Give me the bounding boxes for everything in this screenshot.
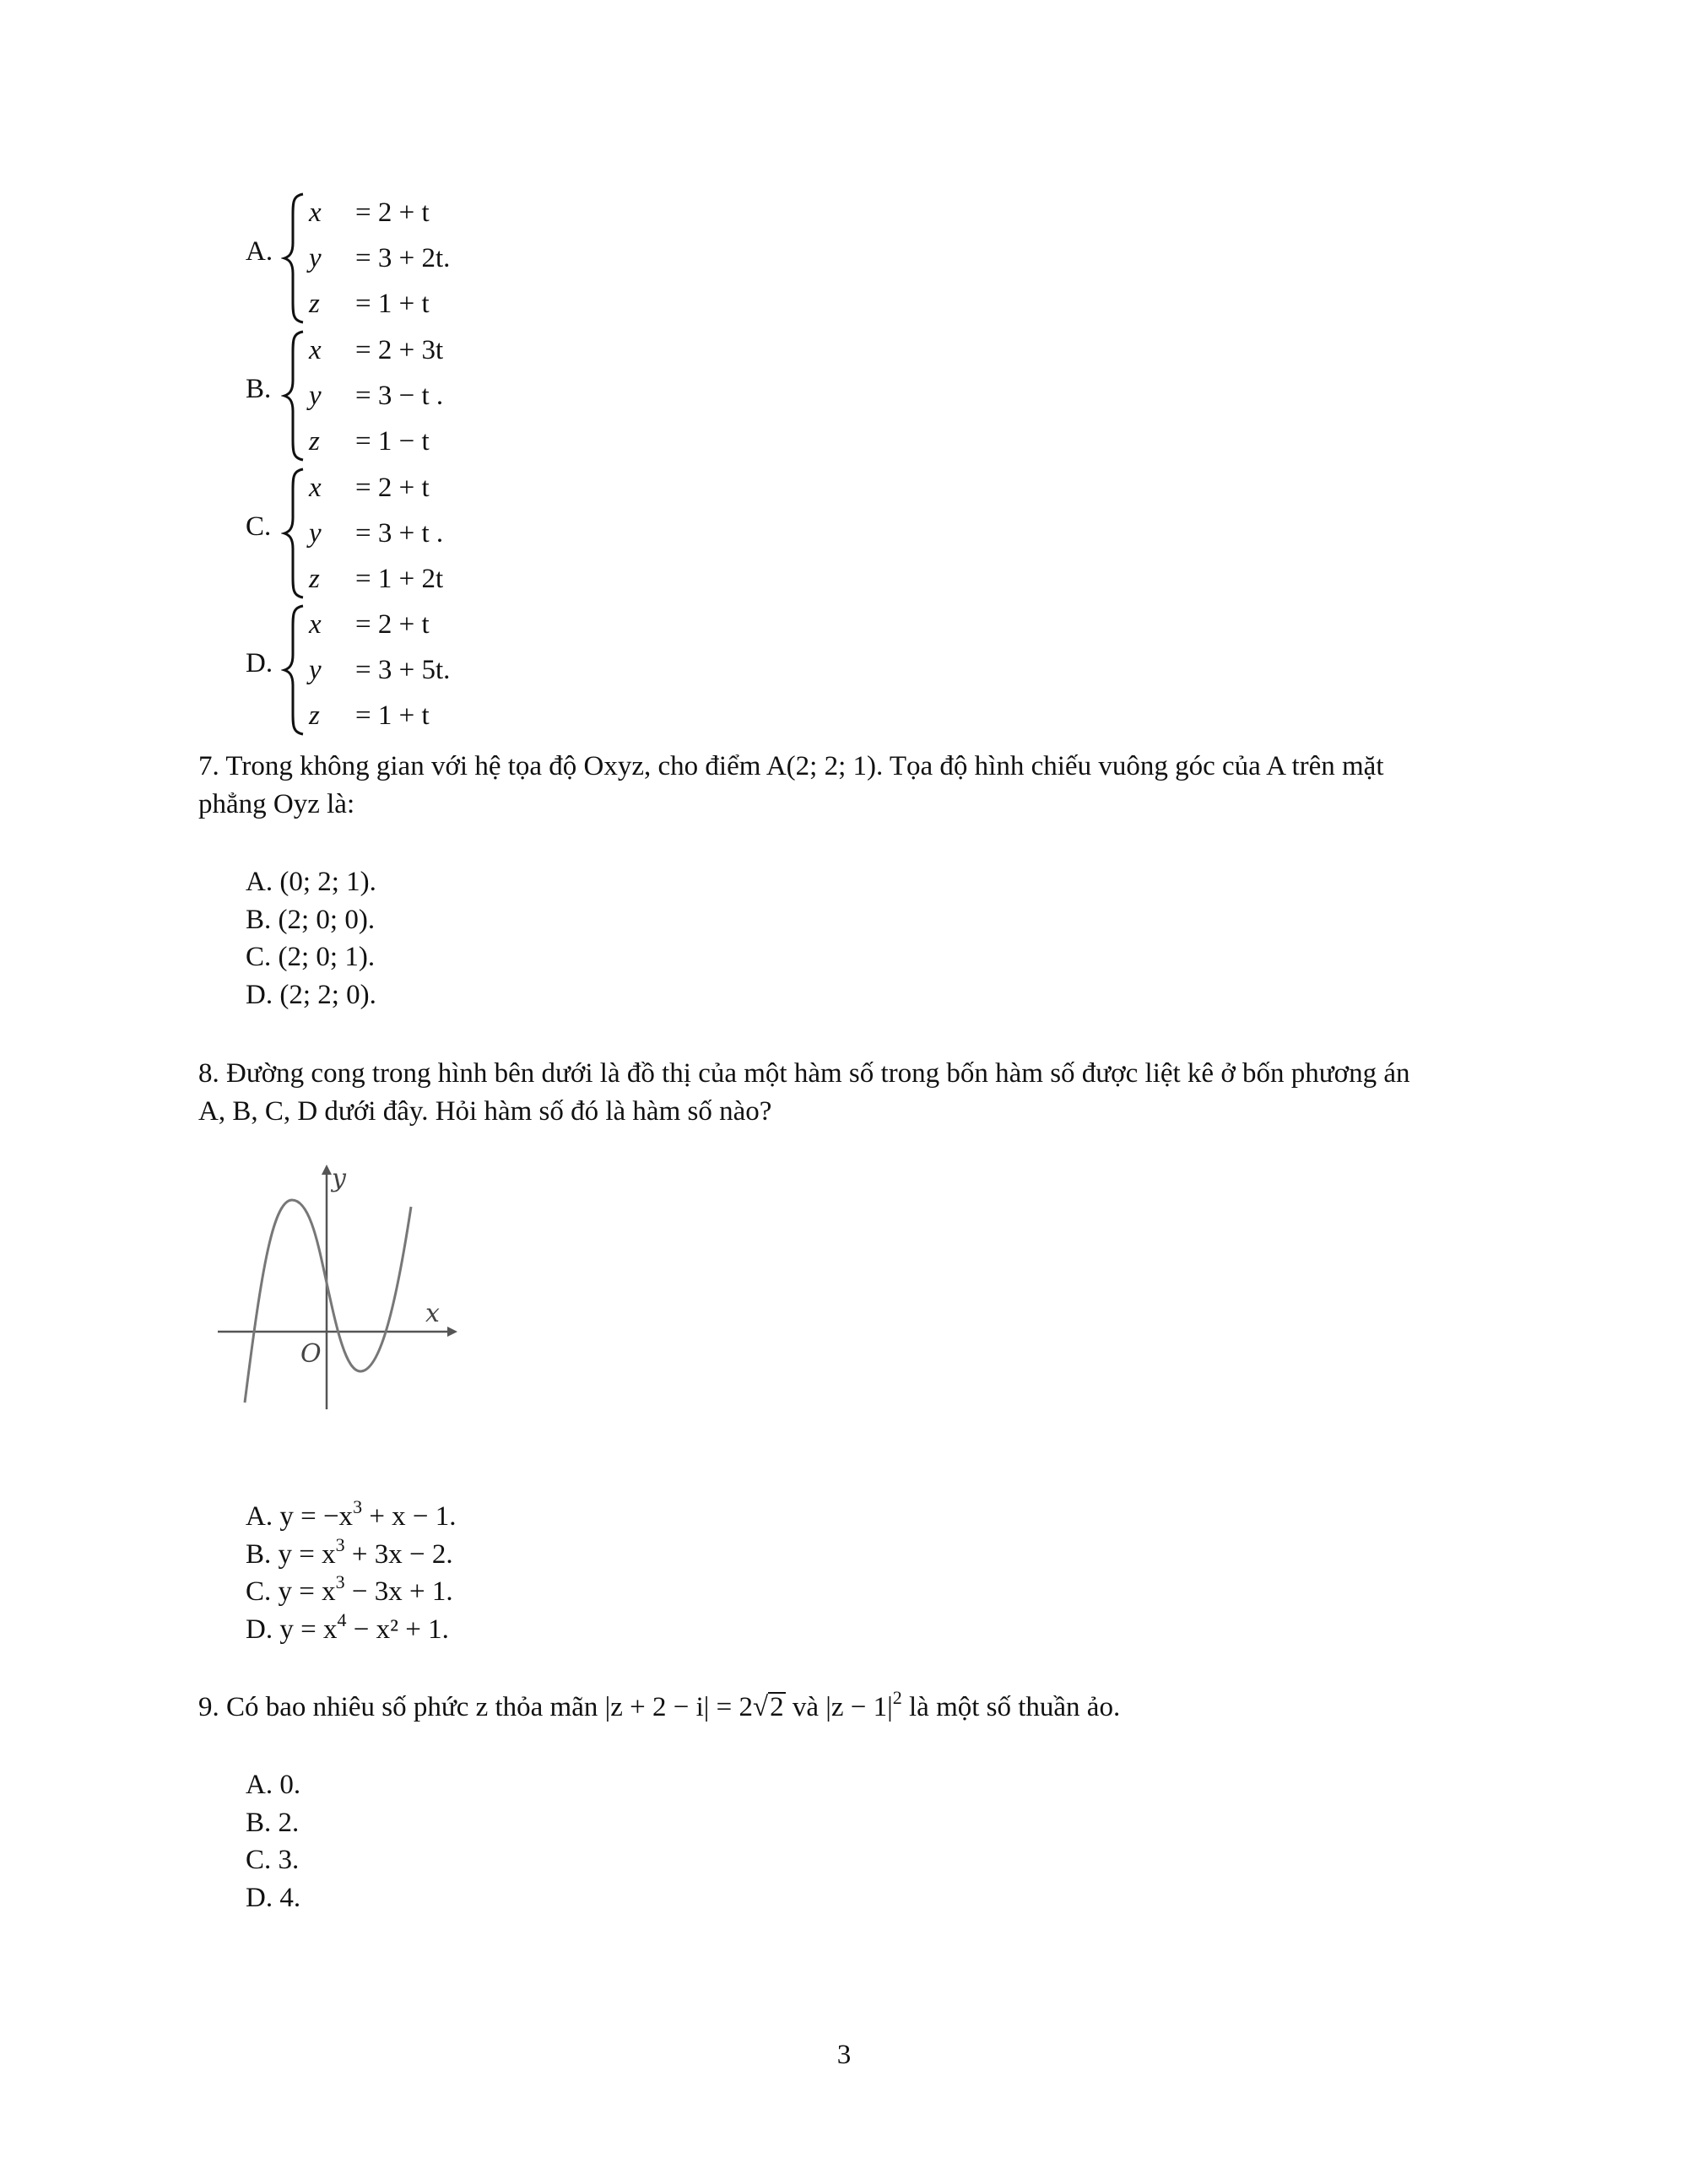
q9-text: 9. Có bao nhiêu số phức z thỏa mãn |z + 2 − i| = 2 (198, 1692, 753, 1722)
q6-option-c[interactable] (246, 466, 583, 601)
cubic-graph (211, 1156, 464, 1426)
equation-rhs: = 3 + t . (355, 518, 444, 549)
option-text: + x − 1. (362, 1501, 457, 1532)
equation-rhs: = 2 + 3t (355, 335, 444, 365)
q7-option-a[interactable]: A. (0; 2; 1). (246, 867, 376, 897)
equation-var: z (309, 700, 320, 731)
q7-stem-line1: 7. Trong không gian với hệ tọa độ Oxyz, cho điểm A(2; 2; 1). Tọa độ hình chiếu vuông góc của A trên mặt (198, 751, 1384, 781)
left-brace-icon (281, 328, 310, 463)
equation-rhs: = 1 + t (355, 289, 430, 319)
equation-rhs: = 1 − t (355, 426, 430, 457)
q6-option-b[interactable] (246, 328, 583, 463)
q8-stem-line1: 8. Đường cong trong hình bên dưới là đồ thị của một hàm số trong bốn hàm số được liệt kê ở bốn phương án (198, 1058, 1410, 1089)
x-axis-arrow-icon (447, 1327, 457, 1337)
exponent: 4 (337, 1609, 347, 1630)
option-text: B. y = x (246, 1539, 336, 1570)
q8-option-b[interactable] (246, 1536, 453, 1573)
equation-rhs: = 3 + 5t. (355, 655, 451, 685)
equation-var: y (309, 381, 322, 411)
equation-var: z (309, 426, 320, 457)
sqrt-argument: 2 (770, 1692, 784, 1722)
q8-stem-line2: A, B, C, D dưới đây. Hỏi hàm số đó là hàm số nào? (198, 1096, 772, 1127)
equation-rhs: = 3 − t . (355, 381, 444, 411)
q9-option-a[interactable]: A. 0. (246, 1770, 301, 1800)
equation-var: y (309, 518, 322, 549)
function-curve (245, 1200, 411, 1403)
exponent: 2 (892, 1687, 902, 1708)
equation-var: x (309, 609, 322, 640)
option-text: C. y = x (246, 1576, 336, 1607)
equation-rhs: = 3 + 2t. (355, 243, 451, 273)
q7-option-c[interactable]: C. (2; 0; 1). (246, 942, 376, 972)
equation-rhs: = 1 + t (355, 700, 430, 731)
q6-option-a[interactable] (246, 191, 583, 326)
q7-option-b[interactable]: B. (2; 0; 0). (246, 905, 376, 935)
exponent: 3 (353, 1496, 363, 1517)
q6-option-d[interactable] (246, 603, 583, 738)
equation-var: x (309, 473, 322, 503)
equation-var: z (309, 564, 320, 594)
q9-text: và |z − 1| (785, 1692, 893, 1722)
left-brace-icon (281, 603, 310, 738)
option-text: − x² + 1. (346, 1614, 449, 1645)
page-number: 3 (836, 2040, 852, 2070)
option-label: A. (246, 236, 273, 267)
equation-var: x (309, 197, 322, 228)
equation-rhs: = 2 + t (355, 473, 430, 503)
left-brace-icon (281, 191, 310, 326)
q9-option-c[interactable]: C. 3. (246, 1845, 300, 1875)
q7-stem-line2: phẳng Oyz là: (198, 789, 355, 819)
x-axis-label: x (425, 1299, 440, 1328)
q9-stem: 9. Có bao nhiêu số phức z thỏa mãn |z + 2 − i| = 2√2 và $|z - 1|^2$ là một số thuần ảo. (198, 1687, 1121, 1722)
q9-option-b[interactable]: B. 2. (246, 1808, 300, 1838)
equation-var: x (309, 335, 322, 365)
origin-label: O (300, 1339, 322, 1369)
equation-var: y (309, 655, 322, 685)
y-axis-label: y (332, 1164, 346, 1193)
option-text: + 3x − 2. (344, 1539, 453, 1570)
equation-rhs: = 1 + 2t (355, 564, 444, 594)
option-text: − 3x + 1. (344, 1576, 453, 1607)
option-label: B. (246, 374, 272, 404)
equation-var: y (309, 243, 322, 273)
option-text: A. y = −x (246, 1501, 354, 1532)
q8-option-a[interactable] (246, 1498, 457, 1535)
exponent: 3 (335, 1534, 345, 1555)
option-text: D. y = x (246, 1614, 338, 1645)
option-label: C. (246, 511, 272, 542)
q8-option-d[interactable] (246, 1611, 449, 1648)
q9-option-d[interactable]: D. 4. (246, 1883, 301, 1913)
exponent: 3 (335, 1571, 345, 1592)
option-label: D. (246, 648, 273, 678)
q9-text: là một số thuần ảo. (901, 1692, 1121, 1722)
equation-rhs: = 2 + t (355, 197, 430, 228)
q7-option-d[interactable]: D. (2; 2; 0). (246, 980, 376, 1010)
q8-option-c[interactable] (246, 1573, 453, 1610)
y-axis-arrow-icon (322, 1165, 332, 1175)
left-brace-icon (281, 466, 310, 601)
equation-rhs: = 2 + t (355, 609, 430, 640)
equation-var: z (309, 289, 320, 319)
